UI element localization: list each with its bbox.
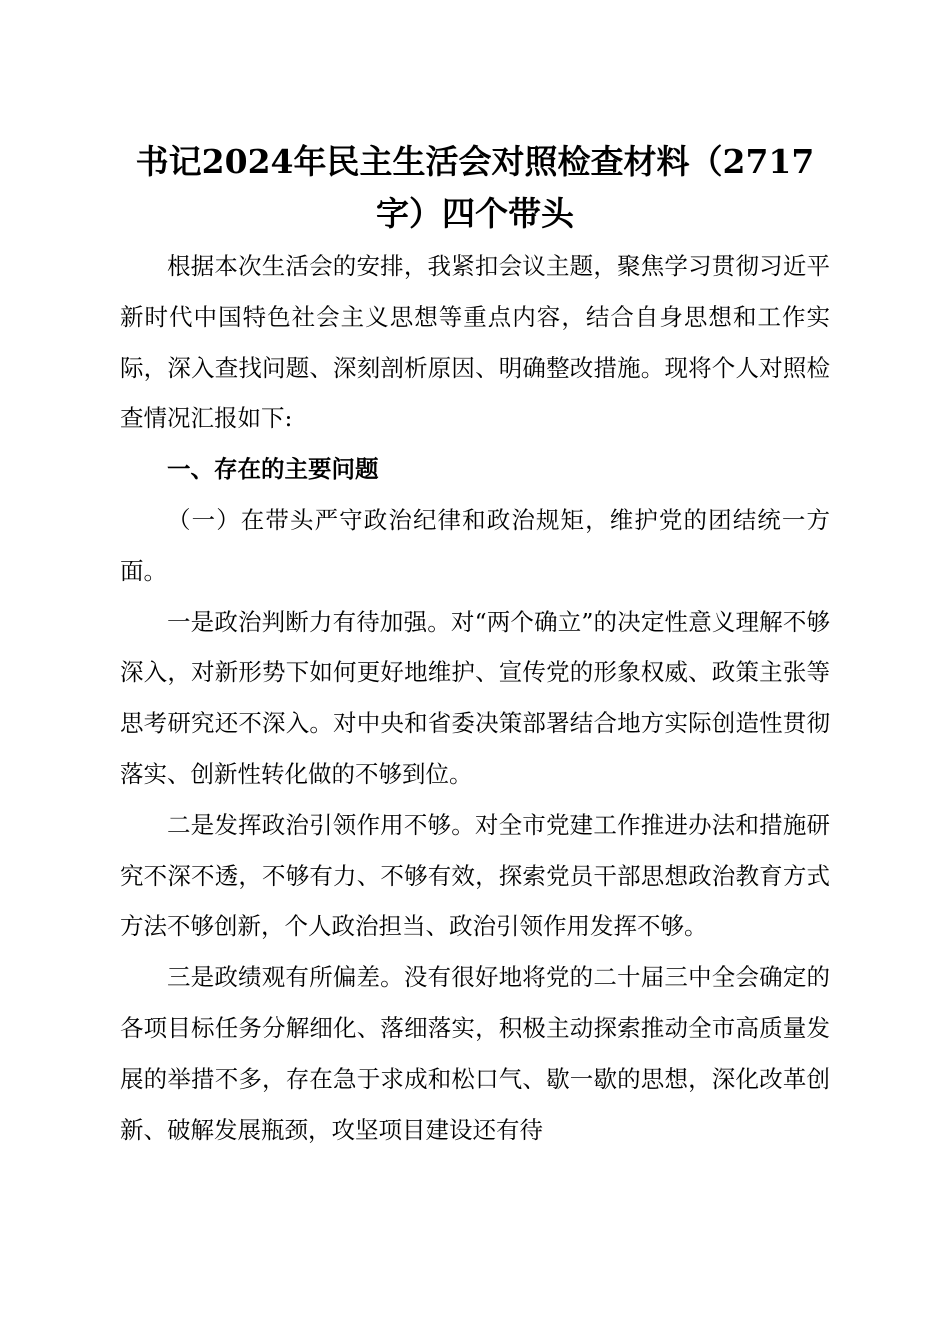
problem-paragraph-1: 一是政治判断力有待加强。对“两个确立”的决定性意义理解不够深入，对新形势下如何更好地维护、宣传党的形象权威、政策主张等思考研究还不深入。对中央和省委决策部署结合地方实际创造性贯彻落实、创新性转化做的不够到位。 bbox=[120, 607, 830, 788]
problem-paragraph-2: 二是发挥政治引领作用不够。对全市党建工作推进办法和措施研究不深不透，不够有力、不够有效，探索党员干部思想政治教育方式方法不够创新，个人政治担当、政治引领作用发挥不够。 bbox=[120, 810, 830, 941]
subsection-heading-political-discipline: （一）在带头严守政治纪律和政治规矩，维护党的团结统一方面。 bbox=[120, 505, 830, 585]
document-body bbox=[120, 241, 830, 1155]
document-title: 书记2024年民主生活会对照检查材料（2717字）四个带头 bbox=[135, 142, 815, 233]
problem-paragraph-3: 三是政绩观有所偏差。没有很好地将党的二十届三中全会确定的各项目标任务分解细化、落细落实，积极主动探索推动全市高质量发展的举措不多，存在急于求成和松口气、歇一歇的思想，深化改革创新、破解发展瓶颈，攻坚项目建设还有待 bbox=[120, 963, 830, 1144]
intro-paragraph: 根据本次生活会的安排，我紧扣会议主题，聚焦学习贯彻习近平新时代中国特色社会主义思想等重点内容，结合自身思想和工作实际，深入查找问题、深刻剖析原因、明确整改措施。现将个人对照检查情况汇报如下: bbox=[120, 252, 830, 433]
section-heading-main-problems: 一、存在的主要问题 bbox=[167, 455, 379, 484]
